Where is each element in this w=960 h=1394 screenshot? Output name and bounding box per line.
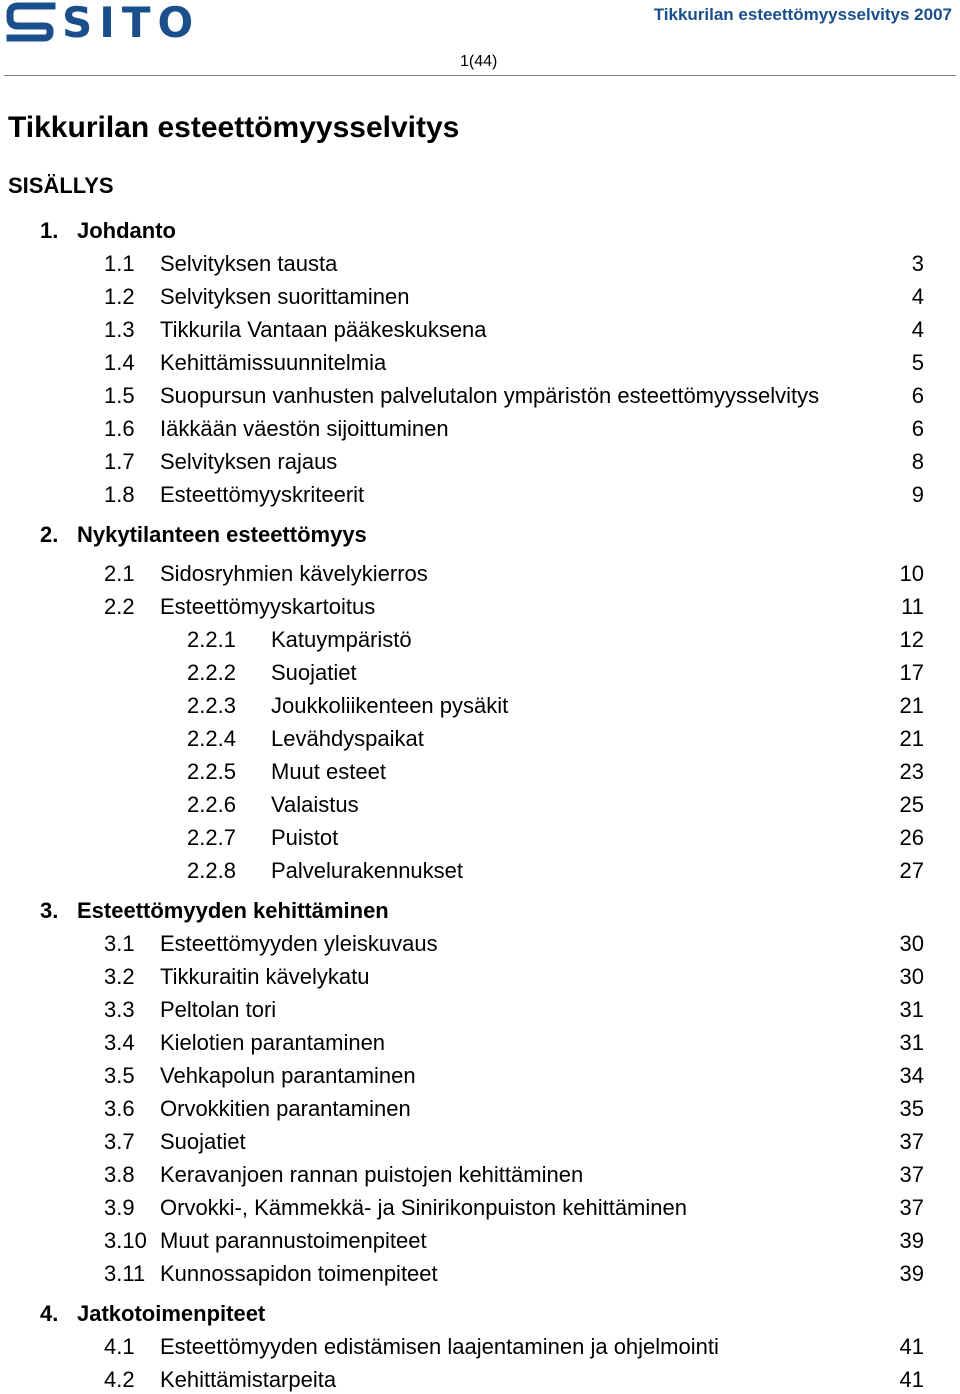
toc-page: 34 xyxy=(899,1063,924,1088)
toc-page: 25 xyxy=(899,792,924,817)
toc-number: 3.7 xyxy=(104,1129,135,1154)
toc-page: 26 xyxy=(899,825,924,850)
toc-page: 8 xyxy=(911,449,924,474)
toc-page: 3 xyxy=(911,251,924,276)
toc-number: 3.1 xyxy=(104,931,135,956)
page-title: Tikkurilan esteettömyysselvitys xyxy=(8,111,460,144)
toc-number: 1.7 xyxy=(104,449,135,474)
toc-heading: SISÄLLYS xyxy=(8,173,114,198)
toc-subentry[interactable] xyxy=(0,824,960,852)
toc-page: 5 xyxy=(911,350,924,375)
page-number: 1(44) xyxy=(460,53,498,70)
toc-entry[interactable] xyxy=(0,448,960,476)
toc-title: Palvelurakennukset xyxy=(271,858,464,883)
header-document-title: Tikkurilan esteettömyysselvitys 2007 xyxy=(653,5,952,24)
toc-number: 3.11 xyxy=(104,1261,146,1286)
toc-subentry[interactable] xyxy=(0,758,960,786)
toc-entry[interactable] xyxy=(0,283,960,311)
toc-title: Katuympäristö xyxy=(271,627,412,652)
toc-entry[interactable] xyxy=(0,415,960,443)
toc-entry[interactable] xyxy=(0,996,960,1024)
toc-number: 3.3 xyxy=(104,997,135,1022)
toc-subentry[interactable] xyxy=(0,791,960,819)
toc-number: 2.2.8 xyxy=(187,858,236,883)
toc-subentry[interactable] xyxy=(0,626,960,654)
toc-entry[interactable] xyxy=(0,1333,960,1361)
toc-page: 9 xyxy=(911,482,924,507)
toc-page: 39 xyxy=(899,1228,924,1253)
toc-page: 30 xyxy=(899,964,924,989)
toc-page: 12 xyxy=(899,627,924,652)
toc-entry[interactable] xyxy=(0,1029,960,1057)
toc-title: Vehkapolun parantaminen xyxy=(160,1063,416,1088)
toc-entry[interactable] xyxy=(0,481,960,509)
toc-number: 4.1 xyxy=(104,1334,135,1359)
toc-number: 3.2 xyxy=(104,964,135,989)
toc-number: 3.4 xyxy=(104,1030,135,1055)
toc-entry[interactable] xyxy=(0,593,960,621)
toc-page: 23 xyxy=(899,759,924,784)
brand-name: SITO xyxy=(62,0,201,47)
toc-number: 3.10 xyxy=(104,1228,147,1253)
toc-title: Levähdyspaikat xyxy=(271,726,424,751)
toc-title: Suojatiet xyxy=(271,660,357,685)
toc-number: 2.1 xyxy=(104,561,135,586)
toc-page: 6 xyxy=(911,383,924,408)
toc-number: 2.2.6 xyxy=(187,792,236,817)
toc-title: Esteettömyyden edistämisen laajentaminen ja ohjelmointi xyxy=(160,1334,719,1359)
toc-entry[interactable] xyxy=(0,1194,960,1222)
toc-page: 4 xyxy=(911,317,924,342)
toc-entry[interactable] xyxy=(0,1161,960,1189)
toc-entry[interactable] xyxy=(0,1062,960,1090)
toc-title: Sidosryhmien kävelykierros xyxy=(160,561,428,586)
toc-page: 41 xyxy=(899,1367,924,1392)
toc-title: Orvokki-, Kämmekkä- ja Sinirikonpuiston kehittäminen xyxy=(160,1195,687,1220)
toc-chapter-3[interactable] xyxy=(0,897,960,925)
toc-entry[interactable] xyxy=(0,1260,960,1288)
toc-title: Orvokkitien parantaminen xyxy=(160,1096,411,1121)
toc-title: Muut parannustoimenpiteet xyxy=(160,1228,427,1253)
toc-entry[interactable] xyxy=(0,349,960,377)
toc-entry[interactable] xyxy=(0,1366,960,1394)
toc-title: Selvityksen tausta xyxy=(160,251,338,276)
toc-title: Kehittämissuunnitelmia xyxy=(160,350,387,375)
toc-subentry[interactable] xyxy=(0,692,960,720)
toc-title: Iäkkään väestön sijoittuminen xyxy=(160,416,449,441)
toc-number: 1.3 xyxy=(104,317,135,342)
toc-number: 2.2.7 xyxy=(187,825,236,850)
toc-page: 37 xyxy=(899,1162,924,1187)
toc-title: Tikkuraitin kävelykatu xyxy=(160,964,370,989)
toc-entry[interactable] xyxy=(0,250,960,278)
toc-entry[interactable] xyxy=(0,1095,960,1123)
toc-title: Keravanjoen rannan puistojen kehittäminen xyxy=(160,1162,584,1187)
toc-title: Suopursun vanhusten palvelutalon ympäristön esteettömyysselvitys xyxy=(160,383,820,408)
toc-entry[interactable] xyxy=(0,382,960,410)
toc-number: 1.5 xyxy=(104,383,135,408)
toc-title: Kunnossapidon toimenpiteet xyxy=(160,1261,438,1286)
toc-number: 2.2 xyxy=(104,594,135,619)
toc-page: 4 xyxy=(911,284,924,309)
toc-title: Valaistus xyxy=(271,792,359,817)
toc-subentry[interactable] xyxy=(0,725,960,753)
toc-number: 1.4 xyxy=(104,350,135,375)
toc-number: 1.1 xyxy=(104,251,135,276)
toc-title: Muut esteet xyxy=(271,759,386,784)
toc-page: 27 xyxy=(899,858,924,883)
toc-page: 11 xyxy=(901,594,924,619)
toc-page: 21 xyxy=(899,726,924,751)
toc-entry[interactable] xyxy=(0,930,960,958)
toc-title: Johdanto xyxy=(77,218,176,243)
toc-page: 37 xyxy=(899,1129,924,1154)
toc-entry[interactable] xyxy=(0,1128,960,1156)
toc-number: 2.2.4 xyxy=(187,726,236,751)
toc-entry[interactable] xyxy=(0,963,960,991)
toc-title: Kehittämistarpeita xyxy=(160,1367,337,1392)
toc-title: Kielotien parantaminen xyxy=(160,1030,386,1055)
toc-title: Peltolan tori xyxy=(160,997,277,1022)
toc-title: Esteettömyyskriteerit xyxy=(160,482,365,507)
toc-number: 3.5 xyxy=(104,1063,135,1088)
toc-page: 6 xyxy=(911,416,924,441)
toc-page: 41 xyxy=(899,1334,924,1359)
toc-number: 1.2 xyxy=(104,284,135,309)
toc-title: Joukkoliikenteen pysäkit xyxy=(271,693,509,718)
toc-entry[interactable] xyxy=(0,1227,960,1255)
toc-subentry[interactable] xyxy=(0,857,960,885)
toc-page: 31 xyxy=(899,997,924,1022)
toc-title: Jatkotoimenpiteet xyxy=(77,1301,266,1326)
toc-title: Selvityksen rajaus xyxy=(160,449,338,474)
toc-subentry[interactable] xyxy=(0,659,960,687)
toc-title: Puistot xyxy=(271,825,339,850)
toc-number: 2.2.3 xyxy=(187,693,236,718)
toc-chapter-4[interactable] xyxy=(0,1300,960,1328)
toc-number: 4. xyxy=(40,1301,59,1326)
toc-number: 4.2 xyxy=(104,1367,135,1392)
toc-number: 1.8 xyxy=(104,482,135,507)
toc-number: 1.6 xyxy=(104,416,135,441)
toc-number: 2. xyxy=(40,522,59,547)
toc-title: Esteettömyyden kehittäminen xyxy=(77,898,389,923)
toc-page: 35 xyxy=(899,1096,924,1121)
toc-chapter-1[interactable] xyxy=(0,217,960,245)
toc-number: 2.2.5 xyxy=(187,759,236,784)
toc-chapter-2[interactable] xyxy=(0,521,960,549)
toc-page: 31 xyxy=(899,1030,924,1055)
toc-page: 30 xyxy=(899,931,924,956)
toc-number: 2.2.2 xyxy=(187,660,236,685)
toc-title: Selvityksen suorittaminen xyxy=(160,284,410,309)
toc-page: 39 xyxy=(899,1261,924,1286)
toc-page: 37 xyxy=(899,1195,924,1220)
toc-title: Nykytilanteen esteettömyys xyxy=(77,522,367,547)
toc-title: Suojatiet xyxy=(160,1129,246,1154)
toc-title: Esteettömyyskartoitus xyxy=(160,594,376,619)
toc-number: 3.6 xyxy=(104,1096,135,1121)
toc-page: 10 xyxy=(899,561,924,586)
toc-page: 17 xyxy=(899,660,924,685)
toc-page: 21 xyxy=(899,693,924,718)
toc-number: 3.9 xyxy=(104,1195,135,1220)
toc-number: 3.8 xyxy=(104,1162,135,1187)
toc-entry[interactable] xyxy=(0,560,960,588)
toc-title: Tikkurila Vantaan pääkeskuksena xyxy=(160,317,487,342)
toc-number: 2.2.1 xyxy=(187,627,236,652)
toc-number: 3. xyxy=(40,898,59,923)
toc-entry[interactable] xyxy=(0,316,960,344)
toc-number: 1. xyxy=(40,218,59,243)
toc-title: Esteettömyyden yleiskuvaus xyxy=(160,931,438,956)
